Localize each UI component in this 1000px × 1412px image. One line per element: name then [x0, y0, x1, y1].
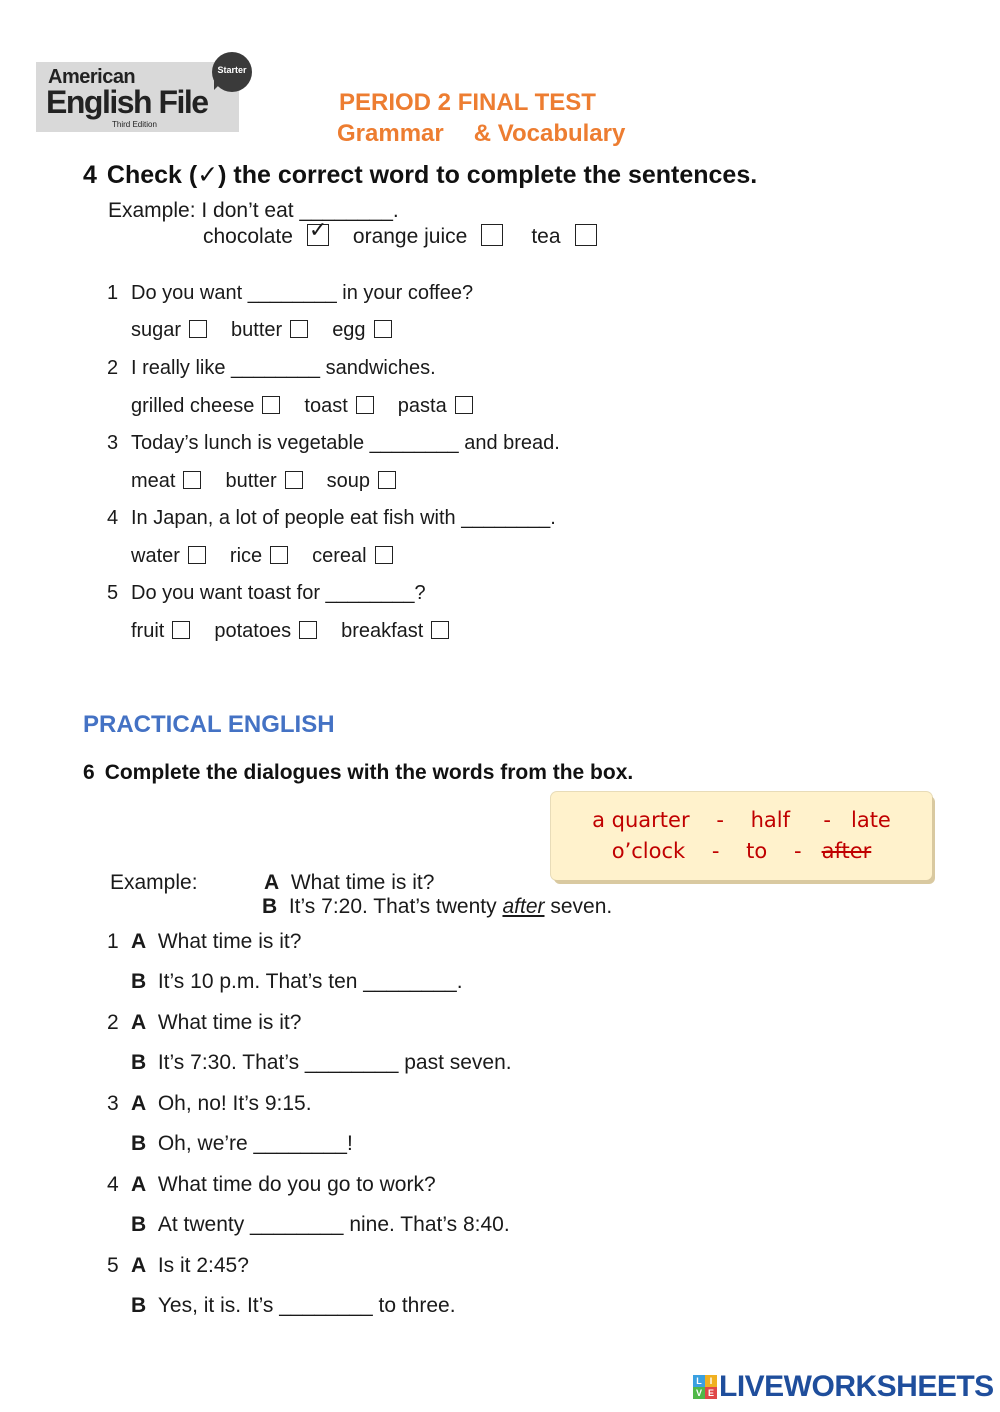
- section6-heading: 6 Complete the dialogues with the words from the box.: [83, 761, 634, 784]
- checkbox-4-rice[interactable]: [270, 546, 288, 564]
- dialogue-4-a: 4 A What time do you go to work?: [107, 1173, 436, 1196]
- word-after-crossed: after: [821, 839, 872, 863]
- starter-badge-icon: Starter: [212, 52, 252, 92]
- word-box-row-2: o’clock - to - after: [611, 839, 872, 863]
- checkbox-5-breakfast[interactable]: [431, 621, 449, 639]
- checkbox-5-fruit[interactable]: [172, 621, 190, 639]
- example-checkbox-chocolate[interactable]: ✓: [307, 224, 329, 246]
- dialogue-2-a: 2 A What time is it?: [107, 1011, 302, 1034]
- checkbox-1-butter[interactable]: [290, 320, 308, 338]
- dialogue-2-b: B It’s 7:30. That’s ________ past seven.: [131, 1051, 512, 1074]
- checkbox-5-potatoes[interactable]: [299, 621, 317, 639]
- dialogue-1-a: 1 A What time is it?: [107, 930, 302, 953]
- liveworksheets-icon: L I V E: [693, 1375, 717, 1399]
- checkbox-2-pasta[interactable]: [455, 396, 473, 414]
- logo-line2: English File: [46, 84, 208, 120]
- checkbox-2-toast[interactable]: [356, 396, 374, 414]
- checkbox-1-sugar[interactable]: [189, 320, 207, 338]
- question-2: 2 I really like ________ sandwiches.: [107, 357, 436, 379]
- question-5: 5 Do you want toast for ________?: [107, 582, 426, 604]
- practical-english-heading: PRACTICAL ENGLISH: [83, 711, 335, 738]
- liveworksheets-logo[interactable]: [693, 1372, 994, 1402]
- checkbox-3-soup[interactable]: [378, 471, 396, 489]
- dialogue-example-b: B It’s 7:20. That’s twenty after seven.: [262, 895, 613, 918]
- example-options: chocolate ✓ orange juice tea: [203, 225, 621, 249]
- example-checkbox-orange-juice[interactable]: [481, 224, 503, 246]
- options-3: meat butter soup: [131, 470, 420, 493]
- checkbox-1-egg[interactable]: [374, 320, 392, 338]
- dialogue-example-label: Example:: [110, 871, 198, 894]
- dialogue-1-b: B It’s 10 p.m. That’s ten ________.: [131, 970, 463, 993]
- dialogue-example-a: A What time is it?: [264, 871, 435, 894]
- question-1: 1 Do you want ________ in your coffee?: [107, 282, 474, 304]
- word-box: [551, 792, 932, 880]
- checkbox-3-butter[interactable]: [285, 471, 303, 489]
- question-3: 3 Today’s lunch is vegetable ________ and bread.: [107, 432, 560, 454]
- logo-line1: American: [48, 66, 136, 88]
- checkbox-2-grilled-cheese[interactable]: [262, 396, 280, 414]
- page-subtitle: Grammar & Vocabulary: [337, 120, 626, 147]
- example-checkbox-tea[interactable]: [575, 224, 597, 246]
- american-english-file-logo: [36, 62, 247, 132]
- word-box-row-1: a quarter - half - late: [592, 808, 891, 832]
- dialogue-5-a: 5 A Is it 2:45?: [107, 1254, 249, 1277]
- dialogue-4-b: B At twenty ________ nine. That’s 8:40.: [131, 1213, 510, 1236]
- logo-edition: Third Edition: [112, 120, 157, 129]
- page-title: PERIOD 2 FINAL TEST: [339, 89, 596, 116]
- options-1: sugar butter egg: [131, 319, 416, 342]
- checkbox-4-water[interactable]: [188, 546, 206, 564]
- dialogue-3-b: B Oh, we’re ________!: [131, 1132, 353, 1155]
- options-4: water rice cereal: [131, 545, 417, 568]
- checkbox-4-cereal[interactable]: [375, 546, 393, 564]
- example-sentence: Example: I don’t eat ________.: [108, 199, 399, 222]
- question-4: 4 In Japan, a lot of people eat fish with ________.: [107, 507, 556, 529]
- dialogue-3-a: 3 A Oh, no! It’s 9:15.: [107, 1092, 312, 1115]
- options-2: grilled cheese toast pasta: [131, 395, 497, 418]
- options-5: fruit potatoes breakfast: [131, 620, 473, 643]
- liveworksheets-text: LIVEWORKSHEETS: [719, 1370, 994, 1403]
- dialogue-5-b: B Yes, it is. It’s ________ to three.: [131, 1294, 456, 1317]
- checkbox-3-meat[interactable]: [183, 471, 201, 489]
- section4-heading: 4 Check (✓) the correct word to complete the sentences.: [83, 161, 758, 189]
